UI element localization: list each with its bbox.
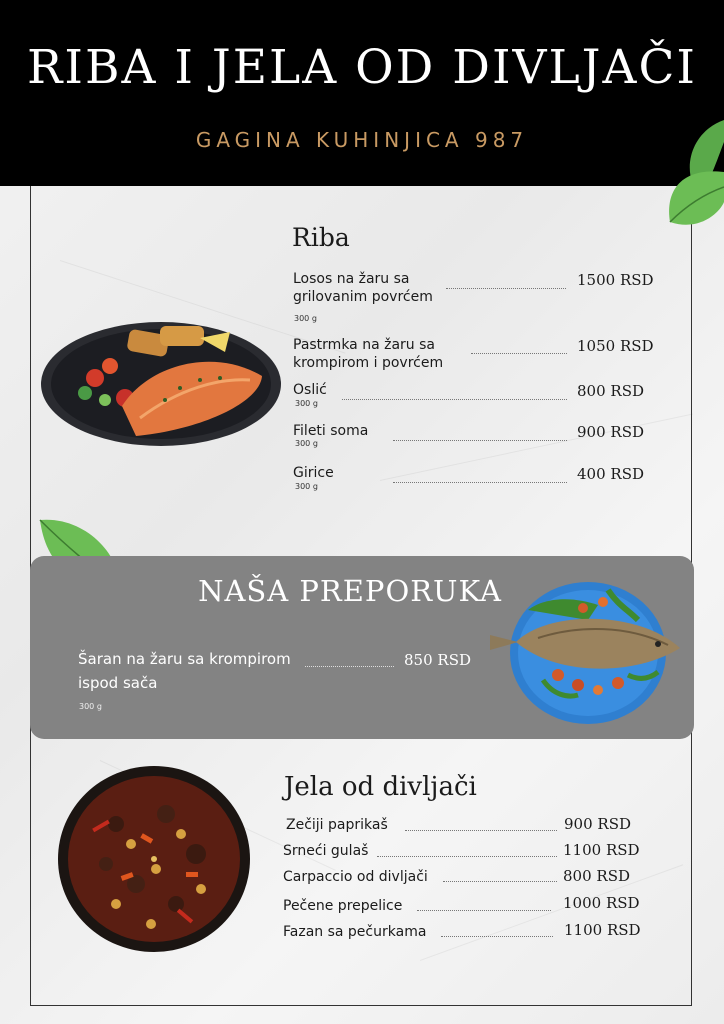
fish-section-title: Riba [292, 223, 350, 252]
fish-item-5-price: 400 RSD [577, 465, 644, 483]
fish-item-4-weight: 300 g [295, 439, 318, 448]
fish-item-2-line2: krompirom i povrćem [293, 355, 444, 371]
fish-item-3-leader [342, 399, 567, 400]
game-item-1-leader [405, 830, 557, 831]
fish-item-1-line2: grilovanim povrćem [293, 289, 433, 305]
game-item-5-name: Fazan sa pečurkama [283, 924, 427, 940]
page-title: RIBA I JELA OD DIVLJAČI [27, 40, 697, 95]
game-item-5-price: 1100 RSD [564, 921, 641, 939]
fish-item-3-weight: 300 g [295, 399, 318, 408]
fish-item-4-price: 900 RSD [577, 423, 644, 441]
game-item-3-name: Carpaccio od divljači [283, 869, 428, 885]
game-item-4-leader [417, 910, 551, 911]
fish-item-3-price: 800 RSD [577, 382, 644, 400]
recommendation-item-line2: ispod sača [78, 674, 158, 692]
fish-item-5-name: Girice [293, 465, 334, 481]
fish-item-1-leader [446, 288, 566, 289]
game-item-1-name: Zečiji paprikaš [286, 817, 388, 833]
fish-item-3-name: Oslić [293, 382, 327, 398]
fish-item-2-line1: Pastrmka na žaru sa [293, 337, 435, 353]
game-item-5-leader [441, 936, 553, 937]
salmon-plate-image [40, 318, 282, 450]
fish-item-1-line1: Losos na žaru sa [293, 271, 410, 287]
game-item-4-price: 1000 RSD [563, 894, 640, 912]
fish-item-4-name: Fileti soma [293, 423, 369, 439]
fish-item-1-weight: 300 g [294, 314, 317, 323]
recommendation-title: NAŠA PREPORUKA [198, 574, 502, 608]
game-item-3-price: 800 RSD [563, 867, 630, 885]
page-subtitle: GAGINA KUHINJICA 987 [195, 128, 529, 152]
game-item-2-leader [377, 856, 557, 857]
game-item-2-price: 1100 RSD [563, 841, 640, 859]
fish-item-4-leader [393, 440, 567, 441]
mint-leaf-icon [660, 112, 724, 242]
header-banner [0, 0, 724, 186]
carp-plate-image [488, 580, 684, 726]
recommendation-item-line1: Šaran na žaru sa krompirom [78, 650, 291, 668]
recommendation-item-price: 850 RSD [404, 651, 471, 669]
game-item-3-leader [443, 881, 557, 882]
fish-item-2-price: 1050 RSD [577, 337, 654, 355]
fish-item-2-leader [471, 353, 567, 354]
game-section-title: Jela od divljači [284, 772, 477, 802]
fish-item-1-price: 1500 RSD [577, 271, 654, 289]
recommendation-item-weight: 300 g [79, 702, 102, 711]
game-item-4-name: Pečene prepelice [283, 898, 403, 914]
recommendation-item-leader [305, 666, 394, 667]
game-stew-image [56, 764, 252, 954]
fish-item-5-leader [393, 482, 567, 483]
game-item-2-name: Srneći gulaš [283, 843, 369, 859]
game-item-1-price: 900 RSD [564, 815, 631, 833]
fish-item-5-weight: 300 g [295, 482, 318, 491]
